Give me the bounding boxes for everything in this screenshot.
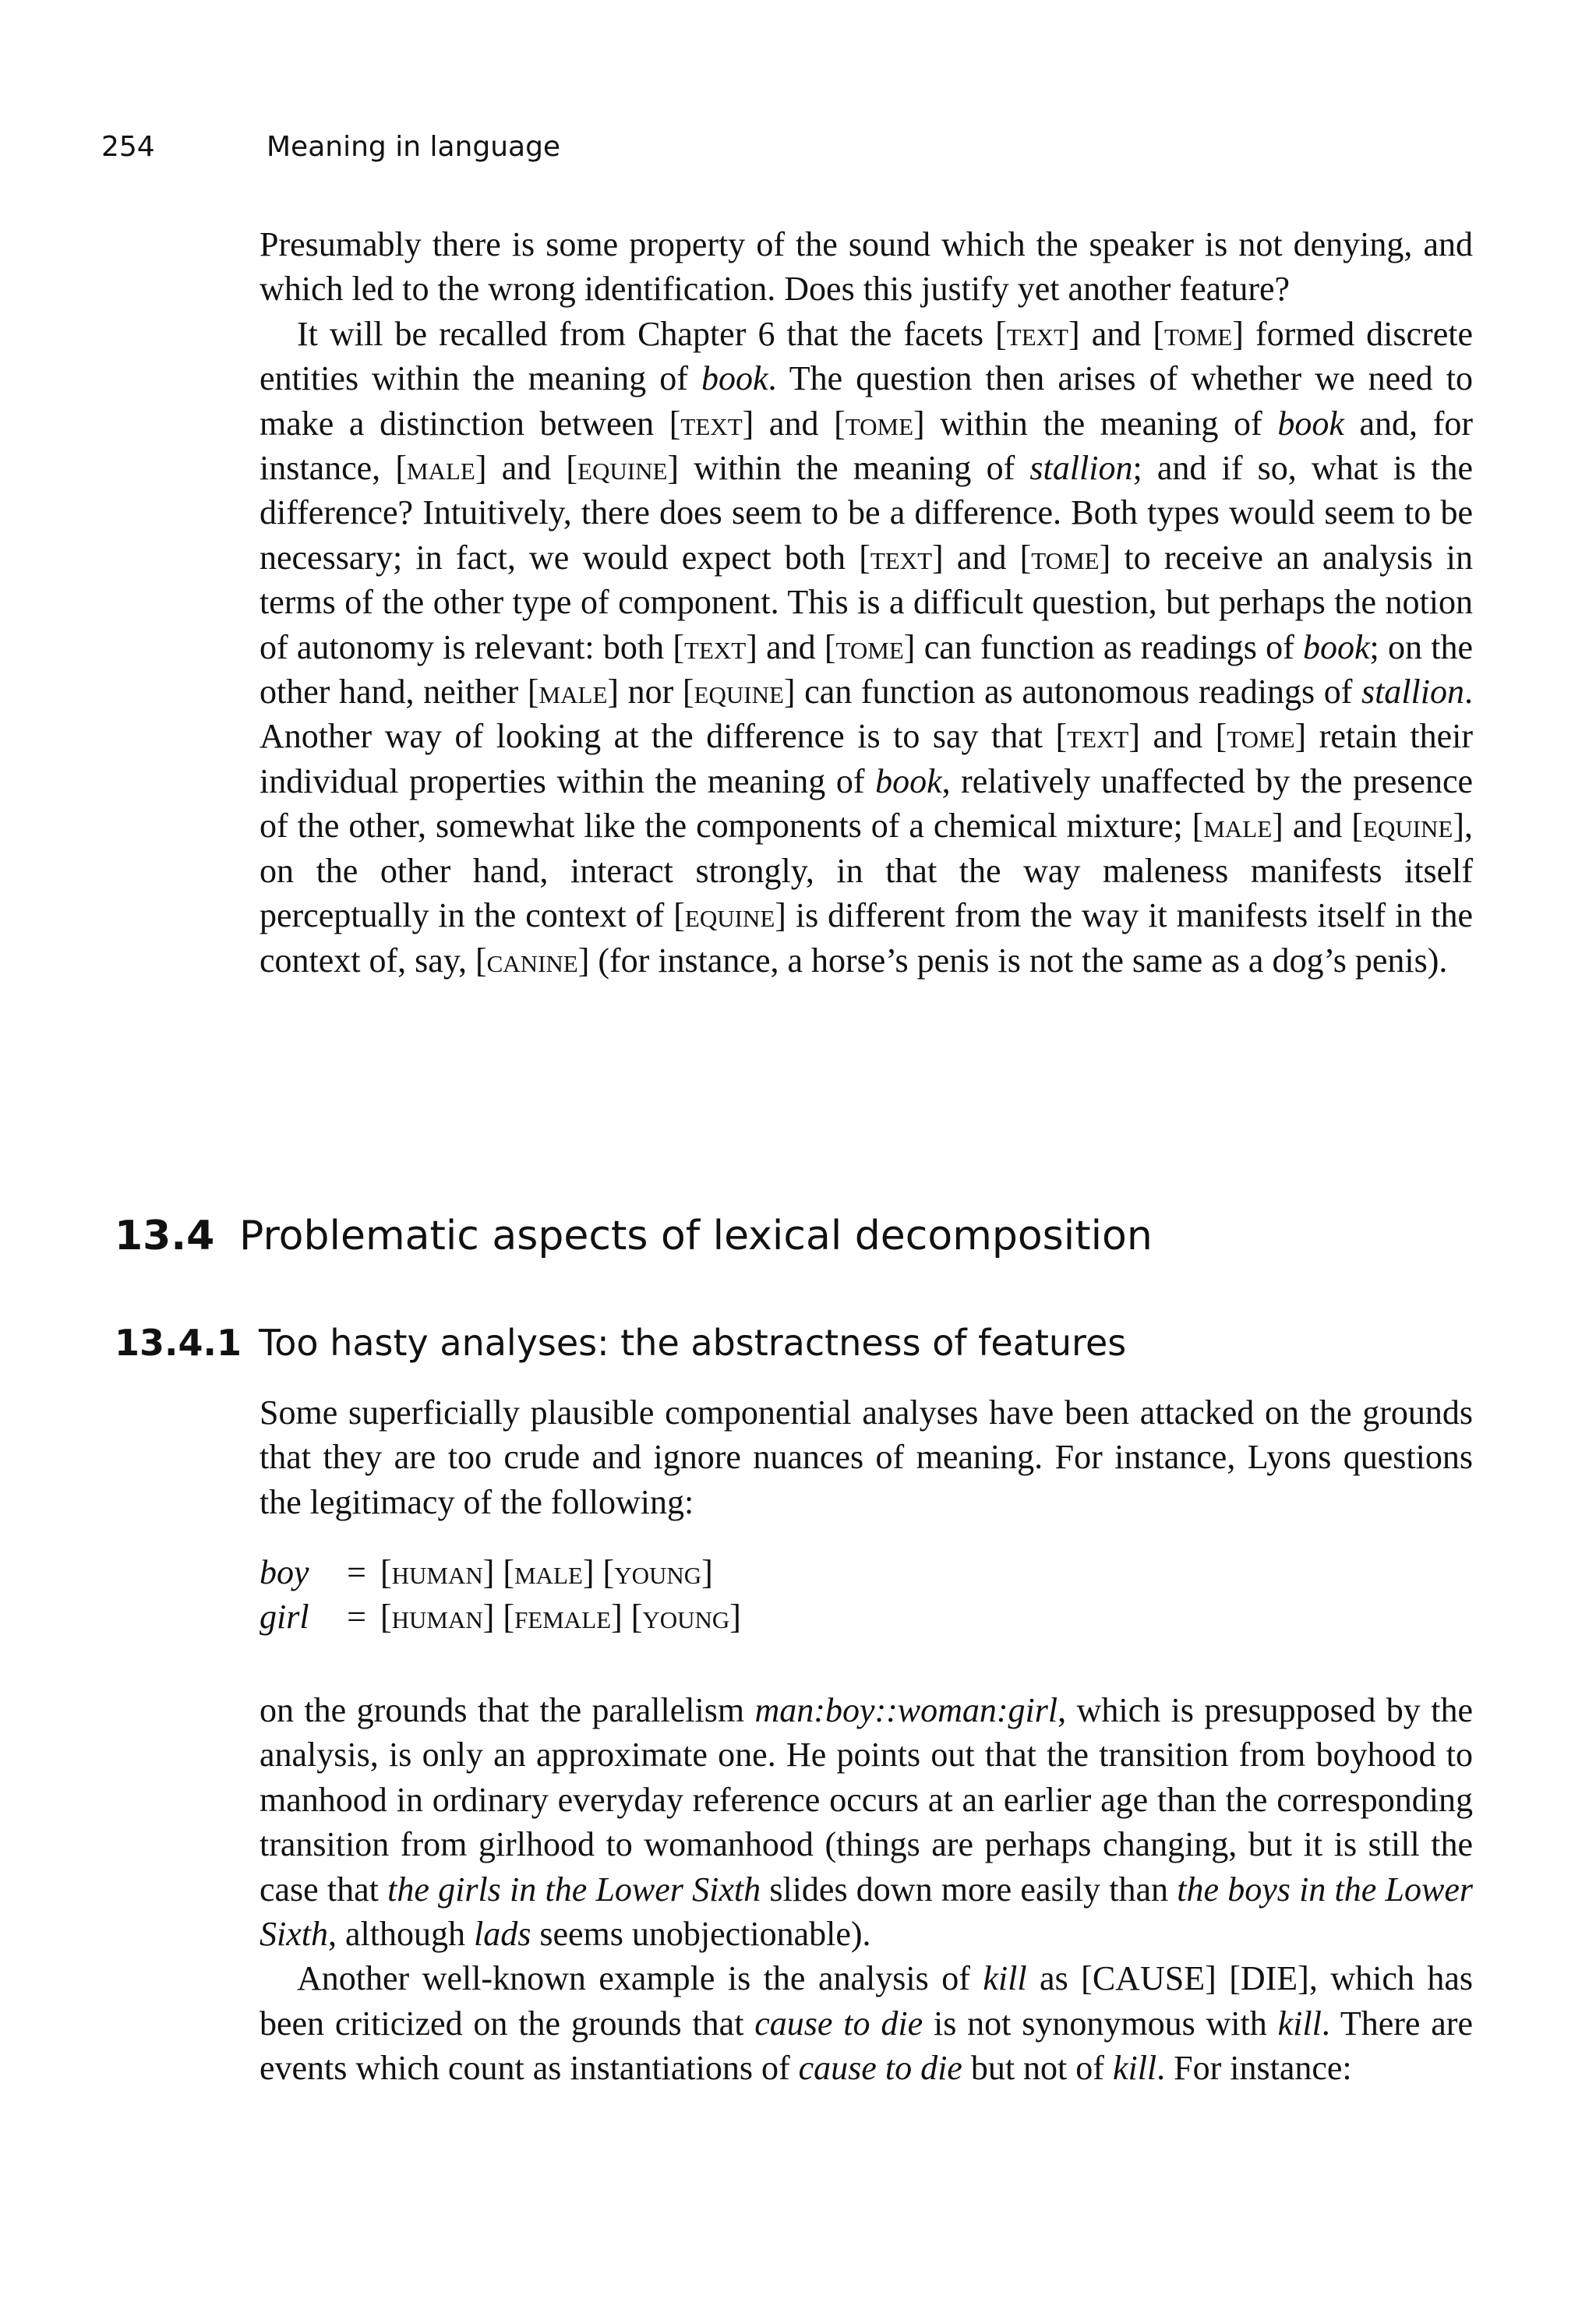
formula-word: girl — [260, 1598, 309, 1637]
paragraph-3: Some superficially plausible componential analyses have been attacked on the grounds that they are too crude and ignore nuances of meaning. For instance, Lyons questions the legitimacy of the following: — [260, 1393, 1473, 1521]
paragraph-2: It will be recalled from Chapter 6 that the facets [text] and [tome] formed discrete entities within the meaning of book. The question then arises of whether we need to make a distinction between [text] and [tome] within the meaning of book and, for instance, [male] and [equine] within the meaning of stallion; and if so, what is the difference? Intuitively, there does seem to be a difference. Both types would seem to be necessary; in fact, we would expect both [text] and [tome] to receive an analysis in terms of the other type of component. This is a difficult question, but perhaps the notion of autonomy is relevant: both [text] and [tome] can function as readings of book; on the other hand, neither [male] nor [equine] can function as autonomous readings of stallion. Another way of looking at the difference is to say that [text] and [tome] retain their individual properties within the meaning of book, relatively unaffected by the presence of the other, somewhat like the components of a chemical mixture; [male] and [equine], on the other hand, interact strongly, in that the way maleness manifests itself perceptually in the context of [equine] is different from the way it manifests itself in the context of, say, [canine] (for instance, a horse’s penis is not the same as a dog’s penis). — [260, 314, 1474, 980]
page-number: 254 — [101, 131, 155, 163]
running-title: Meaning in language — [267, 131, 561, 163]
top-text-block — [260, 222, 1473, 983]
bottom-text-block — [260, 1688, 1473, 2091]
section-number: 13.4 — [115, 1213, 215, 1259]
section-title: Problematic aspects of lexical decomposition — [239, 1213, 1153, 1259]
formula-features: [human] [female] [young] — [380, 1598, 741, 1637]
formula-row — [260, 1550, 741, 1594]
paragraph-1: Presumably there is some property of the sound which the speaker is not denying, and which led to the wrong identification. Does this justify yet another feature? — [260, 225, 1473, 309]
mid-text-block — [260, 1390, 1473, 1524]
formula-features: [human] [male] [young] — [380, 1553, 713, 1591]
subsection-number: 13.4.1 — [115, 1322, 242, 1364]
paragraph-4: on the grounds that the parallelism man:boy::woman:girl, which is presupposed by the analysis, is only an approximate one. He points out that the transition from boyhood to manhood in ordinary everyday reference occurs at an earlier age than the corresponding transition from girlhood to womanhood (things are perhaps changing, but it is still the case that the girls in the Lower Sixth slides down more easily than the boys in the Lower Sixth, although lads seems unobjectionable). — [260, 1691, 1474, 1954]
formula-equals: = — [347, 1553, 366, 1591]
formula-equals: = — [347, 1598, 366, 1637]
section-heading — [115, 1213, 1153, 1259]
subsection-title: Too hasty analyses: the abstractness of features — [259, 1322, 1127, 1364]
feature-formulas — [260, 1550, 741, 1640]
subsection-heading — [115, 1322, 1126, 1364]
paragraph-5: Another well-known example is the analysis of kill as [CAUSE] [DIE], which has been criticized on the grounds that cause to die is not synonymous with kill. There are events which count as instantiations of cause to die but not of kill. For instance: — [260, 1959, 1473, 2088]
formula-word: boy — [260, 1553, 309, 1591]
running-header — [101, 131, 560, 163]
formula-row — [260, 1594, 741, 1639]
